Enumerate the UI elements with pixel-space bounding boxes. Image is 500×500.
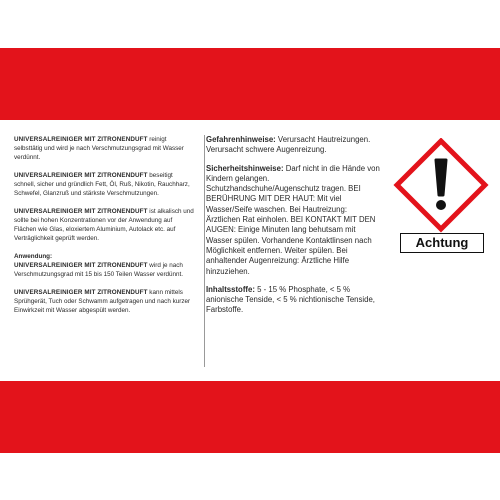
product-description-column bbox=[14, 135, 194, 324]
exclamation-mark-icon bbox=[436, 160, 446, 210]
ingredients-label: Inhaltsstoffe: bbox=[206, 284, 255, 294]
safety-info-column bbox=[206, 135, 382, 324]
description-paragraph: UNIVERSALREINIGER MIT ZITRONENDUFT beseitigt schnell, sicher und gründlich Fett, Öl, Ruß, Nikotin, Rauchharz, Schwefel, Glanzruß und stärkste Verschmutzungen. bbox=[14, 172, 190, 197]
usage-paragraph: Anwendung: UNIVERSALREINIGER MIT ZITRONENDUFT wird je nach Verschmutzungsgrad mit 15 bis 150 Teilen Wasser verdünnt. bbox=[14, 252, 194, 279]
brand-name: UNIVERSALREINIGER MIT ZITRONENDUFT bbox=[14, 262, 148, 269]
description-paragraph: UNIVERSALREINIGER MIT ZITRONENDUFT ist alkalisch und sollte bei hohen Konzentrationen vor der Anwendung auf Flächen wie Glas, eloxiertem Aluminium, Autolack etc. auf Verträglichkeit geprüft werden. bbox=[14, 208, 194, 242]
safety-label: Sicherheitshinweise: bbox=[206, 163, 284, 173]
hazard-label: Gefahrenhinweise: bbox=[206, 135, 276, 144]
description-paragraph: UNIVERSALREINIGER MIT ZITRONENDUFT reinigt selbsttätig und wird je nach Verschmutzungsgrad mit Wasser verdünnt. bbox=[14, 136, 184, 161]
brand-name: UNIVERSALREINIGER MIT ZITRONENDUFT bbox=[14, 208, 148, 215]
signal-word-label: Achtung bbox=[400, 233, 484, 253]
hazard-statements: Gefahrenhinweise: Verursacht Hautreizungen. Verursacht schwere Augenreizung. bbox=[206, 135, 371, 155]
ingredients: Inhaltsstoffe: 5 - 15 % Phosphate, < 5 % anionische Tenside, < 5 % nichtionische Tenside, Farbstoffe. bbox=[206, 284, 375, 315]
top-red-band bbox=[0, 48, 500, 120]
brand-name: UNIVERSALREINIGER MIT ZITRONENDUFT bbox=[14, 172, 148, 179]
brand-name: UNIVERSALREINIGER MIT ZITRONENDUFT bbox=[14, 136, 148, 143]
precautionary-statements: Sicherheitshinweise: Darf nicht in die Hände von Kindern gelangen. Schutzhandschuhe/Augenschutz tragen. BEI BERÜHRUNG MIT DER HAUT: Mit viel Wasser/Seife waschen. Bei Hautreizung: Ärztlichen Rat einholen. BEI KONTAKT MIT DEN AUGEN: Einige Minuten lang behutsam mit Wasser spülen. Vorhandene Kontaktlinsen nach Möglichkeit entfernen. Weiter spülen. Bei anhaltender Augenreizung: Ärztliche Hilfe hinzuziehen. bbox=[206, 163, 380, 276]
brand-name: UNIVERSALREINIGER MIT ZITRONENDUFT bbox=[14, 289, 148, 296]
application-paragraph: UNIVERSALREINIGER MIT ZITRONENDUFT kann mittels Sprühgerät, Tuch oder Schwamm aufgetragen und nach kurzer Einwirkzeit mit Wasser abgespült werden. bbox=[14, 289, 191, 314]
bottom-red-band bbox=[0, 381, 500, 453]
usage-label: Anwendung: bbox=[14, 253, 53, 260]
column-divider bbox=[204, 135, 205, 367]
